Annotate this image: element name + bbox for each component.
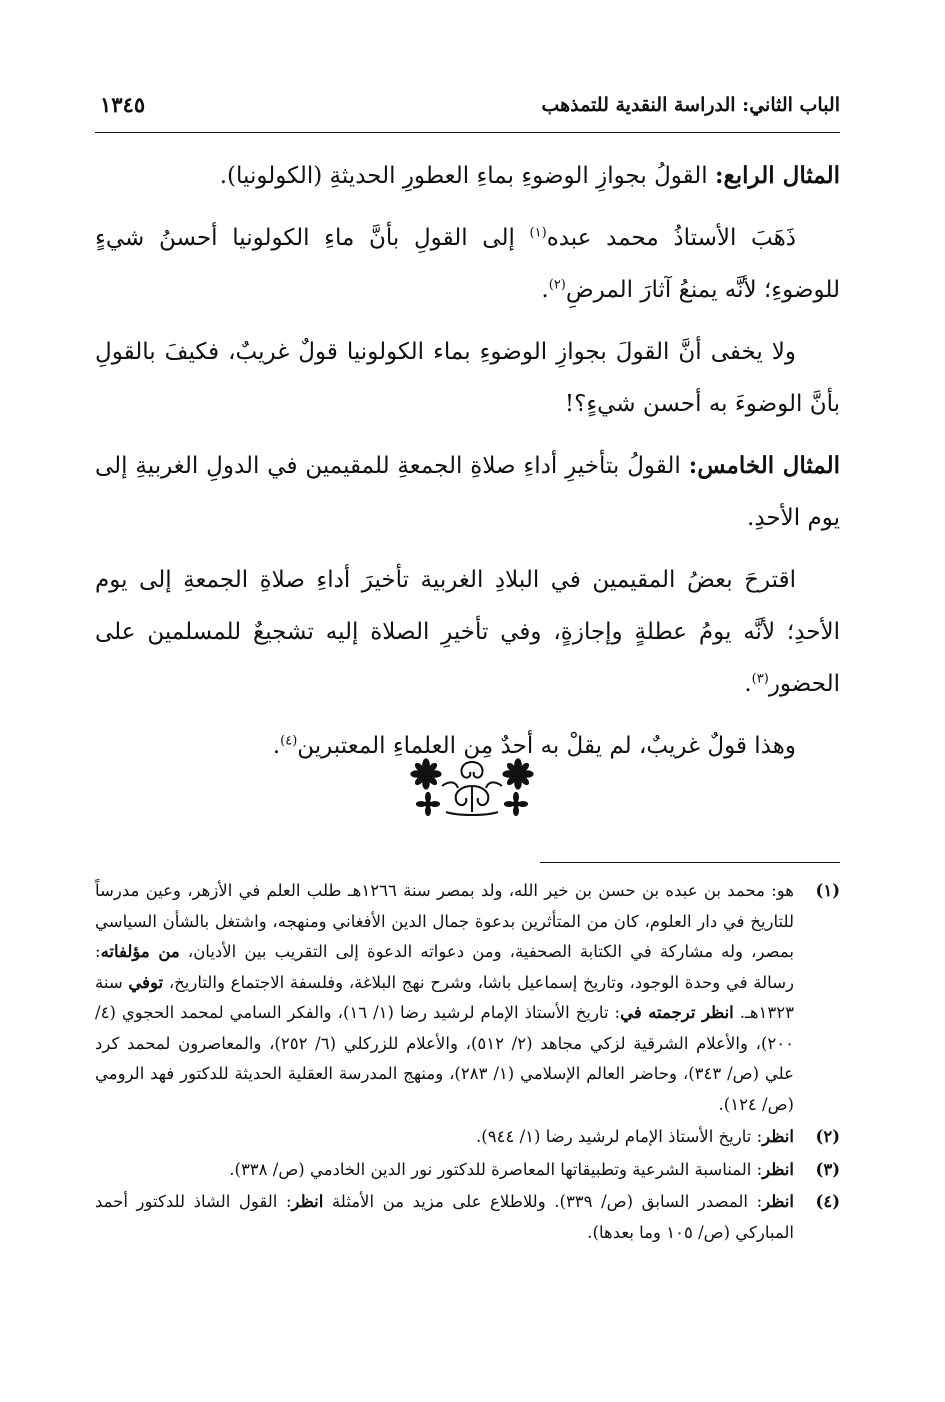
footnote-segment: هو: محمد بن عبده بن حسن بن خير الله، ولد بمصر سنة ١٢٦٦هـ طلب العلم في الأزهر، وعين مدرساً للتاريخ في دار العلوم، كان من المتأثرين بدعوة جمال الدين الأفغاني ومنهجه، واشتغل بالشأن السياسي بمصر، وله مشاركة في الكتابة الصحفية، ومن دعواته الدعوة إلى التقريب بين الأديان، bbox=[95, 881, 794, 961]
paragraph-text: وهذا قولٌ غريبٌ، لم يقلْ به أحدٌ مِن العلماءِ المعتبرين bbox=[297, 733, 796, 759]
footnote-ref[interactable]: (٣) bbox=[751, 671, 769, 687]
example-4-heading: المثال الرابع: bbox=[715, 162, 840, 189]
paragraph-abduh bbox=[95, 212, 840, 316]
paragraph-text: . bbox=[744, 671, 752, 697]
footnote-ref[interactable]: (٢) bbox=[548, 277, 566, 293]
paragraph-example-5 bbox=[95, 440, 840, 544]
footnote-text bbox=[95, 876, 794, 1120]
footnote-4 bbox=[95, 1187, 840, 1248]
footnotes bbox=[95, 876, 840, 1250]
paragraph-example-4 bbox=[95, 150, 840, 202]
example-4-text: القولُ بجوازِ الوضوءِ بماءِ العطورِ الحديثةِ (الكولونيا). bbox=[219, 163, 716, 189]
footnote-segment: سنة ١٣٢٣هـ. bbox=[95, 972, 794, 1022]
footnote-number: (٤) bbox=[815, 1192, 840, 1211]
footnote-3 bbox=[95, 1155, 840, 1186]
paragraph-text: . bbox=[272, 733, 281, 759]
footnote-number: (١) bbox=[815, 881, 840, 900]
footnote-bold: انظر bbox=[762, 1192, 794, 1211]
header-divider bbox=[95, 132, 840, 133]
paragraph-text: ذَهَبَ الأستاذُ محمد عبده bbox=[546, 225, 796, 251]
footnote-segment: : تاريخ الأستاذ الإمام لرشيد رضا (١/ ٩٤٤). bbox=[476, 1127, 763, 1146]
footnote-2 bbox=[95, 1122, 840, 1153]
footnote-text bbox=[95, 1122, 794, 1153]
paragraph-text: ولا يخفى أنَّ القولَ بجوازِ الوضوءِ بماء الكولونيا قولٌ غريبٌ، فكيفَ بالقولِ بأنَّ الوضوءَ به أحسن شيءٍ؟! bbox=[95, 339, 840, 417]
footnote-ref[interactable]: (٤) bbox=[280, 733, 298, 749]
footnote-bold: انظر ترجمته في bbox=[620, 1003, 734, 1022]
footnote-segment: : تاريخ الأستاذ الإمام لرشيد رضا (١/ ١٦)، والفكر السامي لمحمد الحجوي (٤/ ٢٠٠)، والأعلام الشرقية لزكي مجاهد (٢/ ٥١٢)، والأعلام للزركلي (٦/ ٢٥٢)، والمعاصرون لمحمد كرد علي (ص/ ٣٤٣)، وحاضر العالم الإسلامي (١/ ٢٨٣)، ومنهج المدرسة العقلية الحديثة للدكتور فهد الرومي (ص/ ١٢٤). bbox=[95, 1003, 795, 1114]
footnote-number: (٢) bbox=[815, 1127, 840, 1146]
paragraph-text: . bbox=[541, 277, 549, 303]
footnote-segment: : المصدر السابق (ص/ ٣٣٩). وللاطلاع على مزيد من الأمثلة bbox=[323, 1192, 763, 1211]
running-header bbox=[95, 92, 840, 128]
chapter-title: الباب الثاني: الدراسة النقدية للتمذهب bbox=[541, 94, 840, 116]
footnote-bold: من مؤلفاته bbox=[100, 942, 180, 961]
footnote-text bbox=[95, 1187, 794, 1248]
footnote-segment: : رسالة في وحدة الوجود، وتاريخ إسماعيل باشا، وشرح نهج البلاغة، وفلسفة الاجتماع والتاريخ، bbox=[95, 942, 794, 992]
footnote-bold: انظر bbox=[762, 1159, 794, 1179]
paragraph-proposal bbox=[95, 554, 840, 710]
footnote-1 bbox=[95, 876, 840, 1120]
footnote-text bbox=[95, 1155, 794, 1186]
paragraph-text: اقترحَ بعضُ المقيمين في البلادِ الغربية تأخيرَ أداءِ صلاةِ الجمعةِ إلى يوم الأحدِ؛ لأنَّه يومُ عطلةٍ وإجازةٍ، وفي تأخيرِ الصلاة إليه تشجيعٌ للمسلمين على الحضور bbox=[95, 567, 840, 697]
main-text bbox=[95, 150, 840, 782]
footnote-bold: انظر bbox=[291, 1192, 324, 1211]
footnote-ref[interactable]: (١) bbox=[529, 225, 547, 241]
paragraph-text: إلى القولِ بأنَّ ماءِ الكولونيا أحسنُ شيءٍ للوضوءِ؛ لأنَّه يمنعُ آثارَ المرضِ bbox=[95, 225, 840, 303]
page-number: ١٣٤٥ bbox=[100, 92, 146, 117]
example-5-text: القولُ بتأخيرِ أداءِ صلاةِ الجمعةِ للمقيمين في الدولِ الغربيةِ إلى يوم الأحدِ. bbox=[95, 453, 840, 531]
footnote-number: (٣) bbox=[815, 1159, 840, 1179]
floral-ornament-icon bbox=[406, 756, 538, 818]
paragraph-critique bbox=[95, 326, 840, 430]
footnote-bold: توفي bbox=[128, 972, 164, 992]
example-5-heading: المثال الخامس: bbox=[688, 452, 841, 479]
footnote-bold: انظر bbox=[762, 1127, 794, 1146]
footnote-segment: : المناسبة الشرعية وتطبيقاتها المعاصرة للدكتور نور الدين الخادمي (ص/ ٣٣٨). bbox=[229, 1159, 763, 1179]
footnote-divider bbox=[540, 862, 840, 863]
footnote-segment: : القول الشاذ للدكتور أحمد المباركي (ص/ ١٠٥ وما بعدها). bbox=[95, 1192, 794, 1242]
